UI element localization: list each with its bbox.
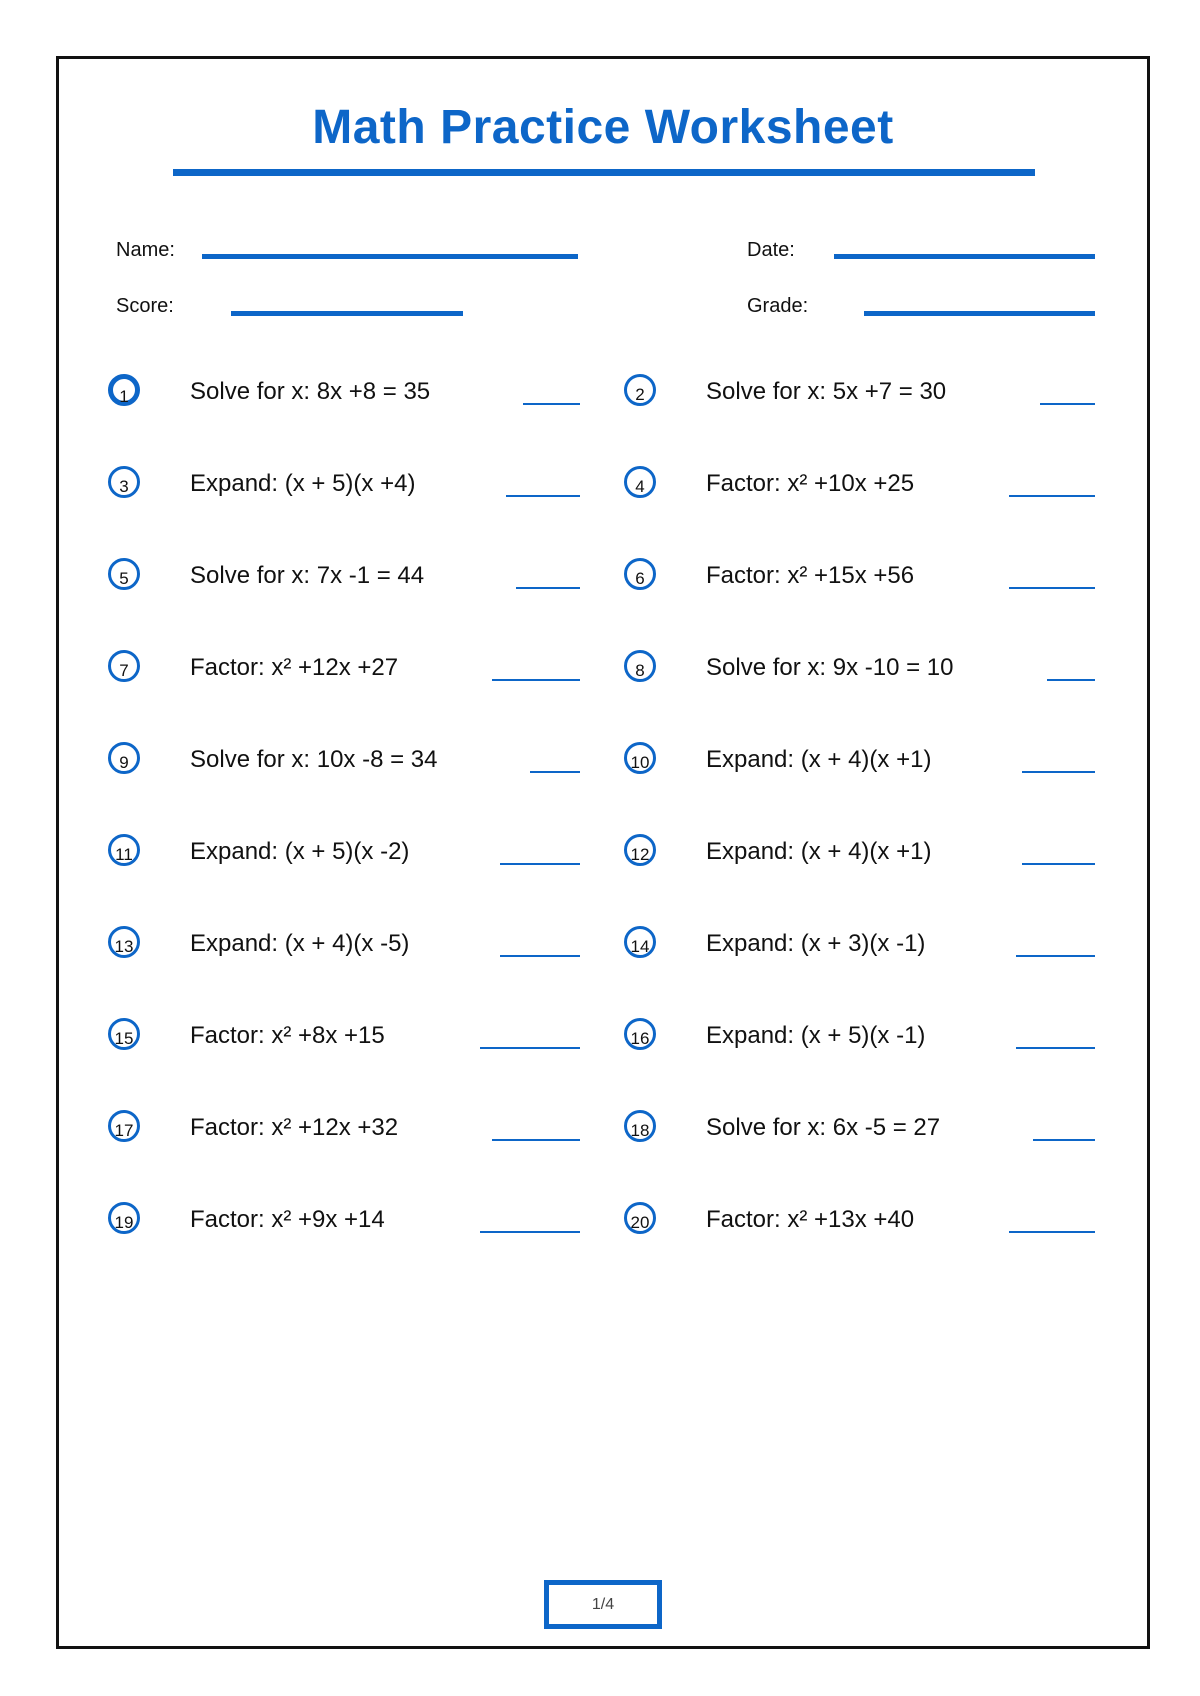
question-text: Factor: x² +10x +25 [706,470,915,497]
question-number-badge: 12 [624,834,656,866]
question-text: Factor: x² +9x +14 [190,1206,385,1233]
answer-line[interactable] [500,863,580,865]
question-number-badge: 9 [108,742,140,774]
question-item [108,834,580,874]
question-item [624,1202,1095,1242]
question-text: Solve for x: 8x +8 = 35 [190,378,431,405]
question-item [624,834,1095,874]
answer-line[interactable] [492,679,580,681]
title-underline [173,169,1035,176]
answer-line[interactable] [1009,1231,1095,1233]
question-item [108,1018,580,1058]
question-number-badge: 5 [108,558,140,590]
question-number-badge: 8 [624,650,656,682]
question-text: Expand: (x + 5)(x -1) [706,1022,926,1049]
question-item [108,742,580,782]
date-answer-line[interactable] [834,254,1095,259]
question-text: Factor: x² +12x +27 [190,654,399,681]
question-item [108,558,580,598]
answer-line[interactable] [1009,495,1095,497]
question-number-badge: 19 [108,1202,140,1234]
answer-line[interactable] [506,495,580,497]
question-text: Factor: x² +12x +32 [190,1114,399,1141]
answer-line[interactable] [1009,587,1095,589]
question-number-badge: 18 [624,1110,656,1142]
question-number-badge: 3 [108,466,140,498]
question-number-badge: 15 [108,1018,140,1050]
question-text: Solve for x: 7x -1 = 44 [190,562,425,589]
question-number-badge: 14 [624,926,656,958]
answer-line[interactable] [480,1047,580,1049]
page-indicator: 1/4 [544,1580,662,1629]
question-text: Factor: x² +15x +56 [706,562,915,589]
question-text: Expand: (x + 5)(x +4) [190,470,416,497]
question-number-badge: 7 [108,650,140,682]
question-text: Expand: (x + 4)(x -5) [190,930,410,957]
question-number-badge: 20 [624,1202,656,1234]
grade-answer-line[interactable] [864,311,1095,316]
answer-line[interactable] [500,955,580,957]
question-item [624,926,1095,966]
question-number-badge: 1 [108,374,140,406]
question-item [108,466,580,506]
question-text: Expand: (x + 4)(x +1) [706,746,932,773]
name-label: Name: [116,239,175,261]
question-item [624,1110,1095,1150]
question-item [108,650,580,690]
question-item [108,1110,580,1150]
question-text: Expand: (x + 3)(x -1) [706,930,926,957]
score-label: Score: [116,295,174,317]
score-answer-line[interactable] [231,311,463,316]
question-number-badge: 11 [108,834,140,866]
question-item [624,650,1095,690]
grade-label: Grade: [747,295,809,317]
question-number-badge: 4 [624,466,656,498]
question-number-badge: 13 [108,926,140,958]
question-text: Solve for x: 9x -10 = 10 [706,654,954,681]
answer-line[interactable] [516,587,580,589]
answer-line[interactable] [1022,771,1095,773]
question-item [624,466,1095,506]
date-label: Date: [747,239,795,261]
question-text: Solve for x: 6x -5 = 27 [706,1114,941,1141]
answer-line[interactable] [1016,955,1095,957]
question-text: Expand: (x + 5)(x -2) [190,838,410,865]
answer-line[interactable] [523,403,580,405]
answer-line[interactable] [1033,1139,1095,1141]
worksheet-page [56,56,1150,1649]
answer-line[interactable] [1016,1047,1095,1049]
question-item [624,558,1095,598]
answer-line[interactable] [1022,863,1095,865]
question-item [108,1202,580,1242]
question-number-badge: 2 [624,374,656,406]
answer-line[interactable] [1047,679,1095,681]
question-item [108,926,580,966]
question-number-badge: 6 [624,558,656,590]
question-text: Expand: (x + 4)(x +1) [706,838,932,865]
question-item [624,374,1095,414]
answer-line[interactable] [492,1139,580,1141]
answer-line[interactable] [530,771,580,773]
answer-line[interactable] [1040,403,1095,405]
question-number-badge: 17 [108,1110,140,1142]
question-text: Solve for x: 10x -8 = 34 [190,746,438,773]
question-item [624,742,1095,782]
worksheet-title: Math Practice Worksheet [312,101,894,154]
question-text: Factor: x² +13x +40 [706,1206,915,1233]
question-number-badge: 10 [624,742,656,774]
question-item [108,374,580,414]
question-number-badge: 16 [624,1018,656,1050]
question-item [624,1018,1095,1058]
question-text: Solve for x: 5x +7 = 30 [706,378,947,405]
answer-line[interactable] [480,1231,580,1233]
name-answer-line[interactable] [202,254,578,259]
question-text: Factor: x² +8x +15 [190,1022,385,1049]
